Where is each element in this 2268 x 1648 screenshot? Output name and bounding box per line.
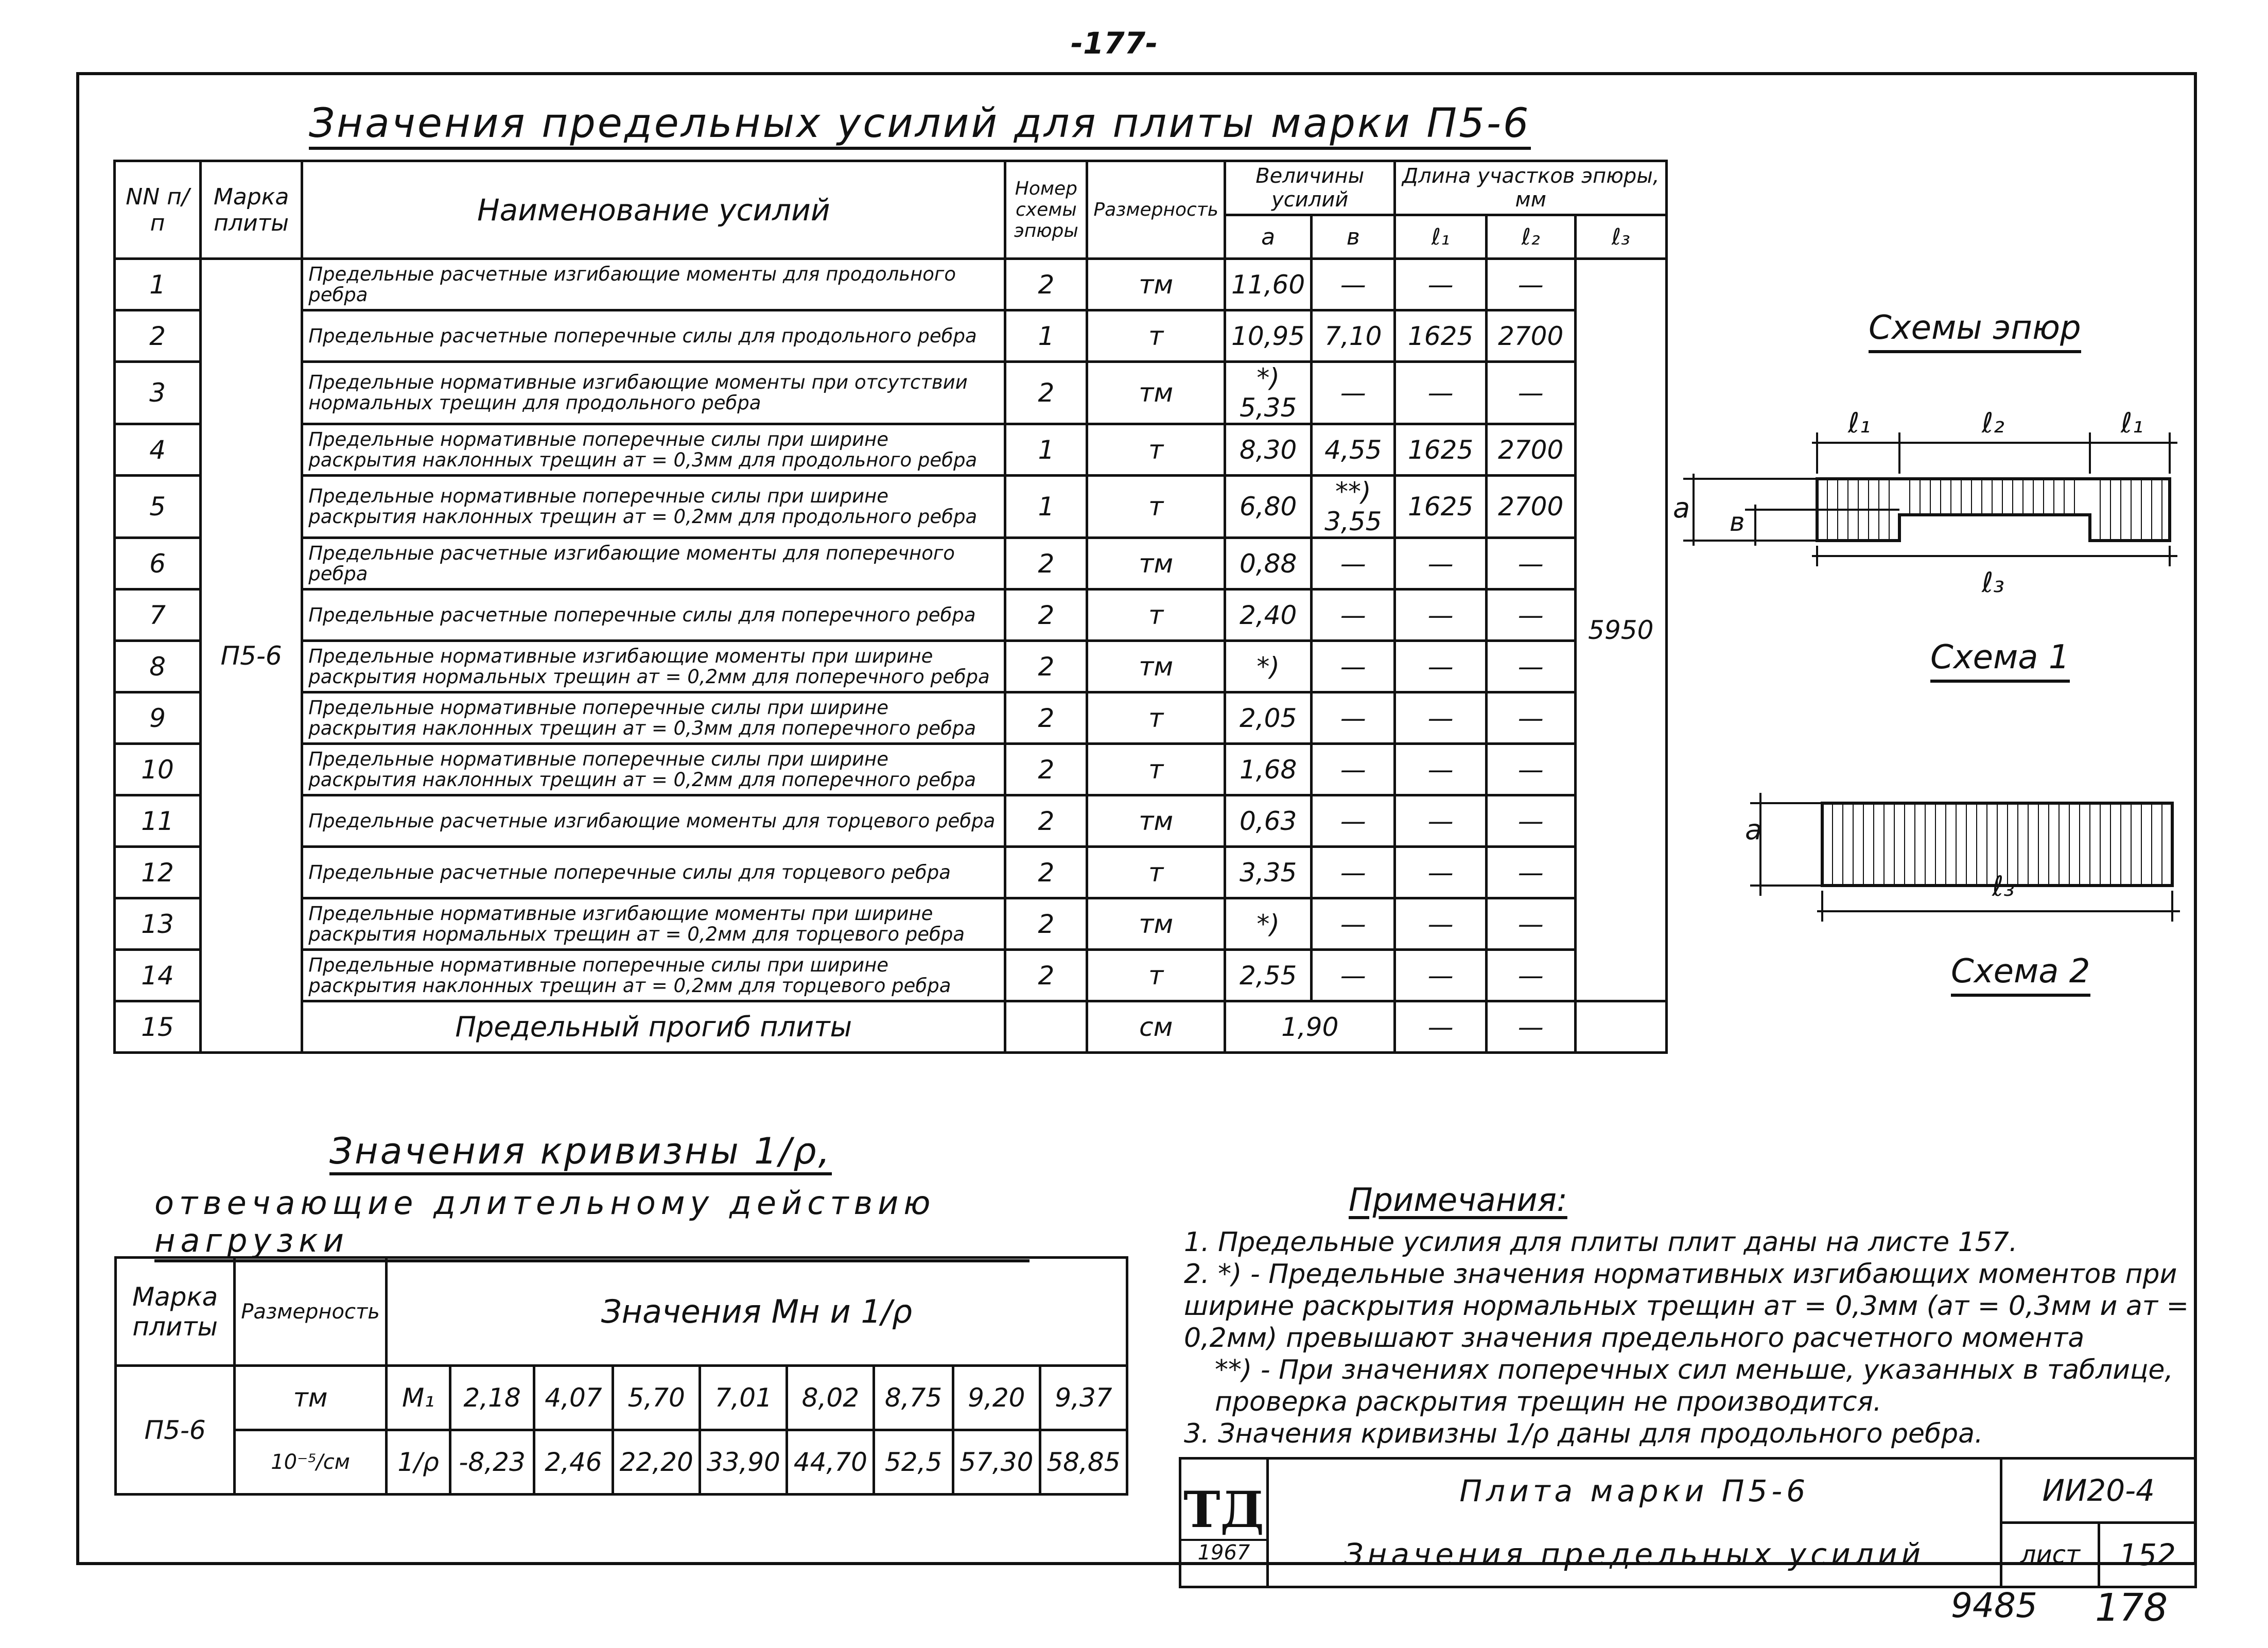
row-number: 13 (115, 898, 201, 950)
length-l1: — (1395, 795, 1486, 847)
value-a: 6,80 (1225, 476, 1312, 538)
stamp-logo: ТД (1181, 1481, 1266, 1541)
unit: т (1087, 424, 1225, 476)
value-b: 4,55 (1312, 424, 1395, 476)
length-l3: 5950 (1575, 259, 1666, 1001)
scheme-number: 2 (1005, 795, 1087, 847)
table-row (115, 589, 1667, 641)
curv-header-values: Значения Мн и 1/ρ (386, 1258, 1127, 1366)
value-a: 11,60 (1225, 259, 1312, 310)
notes-block (1184, 1181, 2193, 1450)
unit: тм (1087, 259, 1225, 310)
force-name: Предельные нормативные изгибающие моменты при ширине раскрытия нормальных трещин aт = 0,2мм для поперечного ребра (302, 641, 1005, 692)
table-row (115, 259, 1667, 310)
value-b: — (1312, 847, 1395, 898)
bottom-right-number: 178 (2095, 1586, 2168, 1630)
scheme-number: 2 (1005, 692, 1087, 744)
stamp-code: ИИ20-4 (2001, 1459, 2196, 1523)
table-row (115, 950, 1667, 1001)
header-name: Наименование усилий (302, 161, 1005, 259)
scheme-number: 2 (1005, 538, 1087, 589)
unit: тм (1087, 795, 1225, 847)
scheme-number: 2 (1005, 898, 1087, 950)
unit: тм (1087, 898, 1225, 950)
header-lengths-group: Длина участков эпюры, мм (1395, 161, 1667, 215)
header-scheme: Номер схемы эпюры (1005, 161, 1087, 259)
header-l2: ℓ₂ (1486, 215, 1575, 259)
length-l1: — (1395, 744, 1486, 795)
curv-m-value: 9,37 (1040, 1366, 1127, 1430)
table-row (115, 310, 1667, 362)
header-values-group: Величины усилий (1225, 161, 1395, 215)
curv-c-value: 58,85 (1040, 1430, 1127, 1495)
length-l1: 1625 (1395, 424, 1486, 476)
length-l1: — (1395, 589, 1486, 641)
unit: тм (1087, 641, 1225, 692)
header-a: а (1225, 215, 1312, 259)
scheme-number: 2 (1005, 744, 1087, 795)
header-l3: ℓ₃ (1575, 215, 1666, 259)
curv-c-value: 44,70 (787, 1430, 874, 1495)
scheme1-b: в (1730, 507, 1745, 537)
curv-m-value: 7,01 (700, 1366, 787, 1430)
stamp-line1: Плита марки П5-6 (1267, 1459, 2001, 1523)
unit: т (1087, 476, 1225, 538)
bottom-left-number: 9485 (1951, 1586, 2037, 1625)
length-l2: 2700 (1486, 310, 1575, 362)
curv-unit-c: 10⁻⁵/см (235, 1430, 387, 1495)
length-l1: — (1395, 641, 1486, 692)
main-title: Значения предельных усилий для плиты марки П5-6 (309, 100, 1531, 150)
length-l1: — (1395, 362, 1486, 424)
curv-m-value: 4,07 (534, 1366, 613, 1430)
stamp-sheet-label: лист (2001, 1523, 2099, 1587)
curv-c-value: 33,90 (700, 1430, 787, 1495)
scheme-2-diagram (1673, 783, 2188, 937)
notes-title: Примечания: (1349, 1181, 1567, 1219)
length-l2: — (1486, 847, 1575, 898)
value-b: — (1312, 589, 1395, 641)
scheme-number: 2 (1005, 641, 1087, 692)
force-name: Предельные нормативные поперечные силы при ширине раскрытия наклонных трещин aт = 0,2мм для продольного ребра (302, 476, 1005, 538)
scheme-number: 1 (1005, 310, 1087, 362)
stamp-sheet-num: 152 (2099, 1523, 2196, 1587)
length-l1: 1625 (1395, 476, 1486, 538)
title-block (1179, 1457, 2197, 1588)
table-row (115, 538, 1667, 589)
force-name: Предельные нормативные поперечные силы при ширине раскрытия наклонных трещин aт = 0,2мм для торцевого ребра (302, 950, 1005, 1001)
header-mark: Марка плиты (200, 161, 302, 259)
length-l1: — (1395, 847, 1486, 898)
table-row (115, 795, 1667, 847)
force-name: Предельные расчетные изгибающие моменты для торцевого ребра (302, 795, 1005, 847)
table-row (115, 898, 1667, 950)
length-l2: — (1486, 950, 1575, 1001)
scheme-number: 2 (1005, 950, 1087, 1001)
curvature-title-2: отвечающие длительному действию нагрузки (154, 1184, 1030, 1262)
value-a: 0,63 (1225, 795, 1312, 847)
unit: см (1087, 1001, 1225, 1053)
value-b: — (1312, 538, 1395, 589)
curv-mark: П5-6 (116, 1366, 235, 1495)
diagram-schemes (1673, 309, 2188, 1055)
stamp-logo-cell (1180, 1459, 1268, 1587)
plate-mark: П5-6 (200, 259, 302, 1053)
curv-unit-m: тм (235, 1366, 387, 1430)
table-row (115, 847, 1667, 898)
note-item: **) - При значениях поперечных сил меньше, указанных в таблице, проверка раскрытия трещин не производится. (1215, 1355, 2173, 1417)
scheme-number: 2 (1005, 259, 1087, 310)
scheme-number (1005, 1001, 1087, 1053)
curv-label-m: М₁ (386, 1366, 450, 1430)
scheme1-label: Схема 1 (1930, 638, 2070, 683)
value-a: 8,30 (1225, 424, 1312, 476)
header-unit: Размерность (1087, 161, 1225, 259)
row-number: 10 (115, 744, 201, 795)
scheme1-l1-left: ℓ₁ (1848, 407, 1871, 439)
row-number: 5 (115, 476, 201, 538)
value-b: — (1312, 744, 1395, 795)
value-b: **) 3,55 (1312, 476, 1395, 538)
value-a: 0,88 (1225, 538, 1312, 589)
length-l1: — (1395, 1001, 1486, 1053)
scheme-number: 1 (1005, 424, 1087, 476)
force-name: Предельные расчетные изгибающие моменты для продольного ребра (302, 259, 1005, 310)
value-b: — (1312, 795, 1395, 847)
length-l1: — (1395, 950, 1486, 1001)
length-l1: — (1395, 898, 1486, 950)
header-b: в (1312, 215, 1395, 259)
table-row (115, 362, 1667, 424)
curv-c-value: 2,46 (534, 1430, 613, 1495)
scheme-1-diagram (1673, 412, 2188, 628)
value-a: 2,05 (1225, 692, 1312, 744)
scheme2-a: а (1745, 813, 1763, 846)
value-a: 2,40 (1225, 589, 1312, 641)
value-b: — (1312, 950, 1395, 1001)
table-row (115, 424, 1667, 476)
value-b: — (1312, 259, 1395, 310)
curv-label-c: 1/ρ (386, 1430, 450, 1495)
length-l2: — (1486, 538, 1575, 589)
length-l1: 1625 (1395, 310, 1486, 362)
unit: т (1087, 310, 1225, 362)
page-number: -177- (1071, 26, 1158, 61)
header-l1: ℓ₁ (1395, 215, 1486, 259)
length-l2: — (1486, 362, 1575, 424)
curv-m-value: 8,02 (787, 1366, 874, 1430)
unit: тм (1087, 538, 1225, 589)
value-b: — (1312, 898, 1395, 950)
row-number: 12 (115, 847, 201, 898)
curv-m-value: 9,20 (953, 1366, 1040, 1430)
length-l2: — (1486, 795, 1575, 847)
curv-m-value: 5,70 (613, 1366, 700, 1430)
row-number: 14 (115, 950, 201, 1001)
scheme1-l1-right: ℓ₁ (2121, 407, 2143, 439)
table-row (115, 641, 1667, 692)
row-number: 8 (115, 641, 201, 692)
curvature-title-1: Значения кривизны 1/ρ, (329, 1130, 832, 1175)
row-number: 15 (115, 1001, 201, 1053)
force-name: Предельные нормативные поперечные силы при ширине раскрытия наклонных трещин aт = 0,3мм для продольного ребра (302, 424, 1005, 476)
value-b: — (1312, 362, 1395, 424)
length-l1: — (1395, 538, 1486, 589)
unit: тм (1087, 362, 1225, 424)
force-name: Предельные расчетные изгибающие моменты для поперечного ребра (302, 538, 1005, 589)
force-name: Предельные расчетные поперечные силы для торцевого ребра (302, 847, 1005, 898)
length-l2: 2700 (1486, 476, 1575, 538)
length-l1: — (1395, 259, 1486, 310)
stamp-line2: Значения предельных усилий (1267, 1523, 2001, 1587)
schemes-title: Схемы эпюр (1869, 309, 2081, 353)
scheme-number: 2 (1005, 589, 1087, 641)
note-item: 2. *) - Предельные значения нормативных изгибающих моментов при ширине раскрытия нормальных трещин aт = 0,3мм (aт = 0,3мм и aт = 0,2мм) превышают значения предельного расчетного момента (1184, 1259, 2189, 1354)
length-l2: 2700 (1486, 424, 1575, 476)
curv-m-value: 2,18 (450, 1366, 534, 1430)
value-a: 2,55 (1225, 950, 1312, 1001)
row-number: 2 (115, 310, 201, 362)
force-name: Предельные нормативные изгибающие моменты при отсутствии нормальных трещин для продольного ребра (302, 362, 1005, 424)
unit: т (1087, 847, 1225, 898)
value-a: 10,95 (1225, 310, 1312, 362)
value-a: 1,68 (1225, 744, 1312, 795)
unit: т (1087, 589, 1225, 641)
table-row (115, 1001, 1667, 1053)
curvature-table (114, 1256, 1128, 1496)
scheme-number: 1 (1005, 476, 1087, 538)
value-b: — (1312, 641, 1395, 692)
scheme-number: 2 (1005, 362, 1087, 424)
force-name: Предельные нормативные поперечные силы при ширине раскрытия наклонных трещин aт = 0,2мм для поперечного ребра (302, 744, 1005, 795)
value-a: *) (1225, 641, 1312, 692)
curv-m-value: 8,75 (874, 1366, 953, 1430)
row-number: 11 (115, 795, 201, 847)
length-l2: — (1486, 744, 1575, 795)
unit: т (1087, 950, 1225, 1001)
unit: т (1087, 744, 1225, 795)
force-name: Предельный прогиб плиты (302, 1001, 1005, 1053)
length-l2: — (1486, 1001, 1575, 1053)
length-l2: — (1486, 692, 1575, 744)
value-a: *) (1225, 898, 1312, 950)
row-number: 3 (115, 362, 201, 424)
note-item: 1. Предельные усилия для плиты плит даны на листе 157. (1184, 1227, 2018, 1258)
value-b: 7,10 (1312, 310, 1395, 362)
limit-forces-table (113, 160, 1668, 1054)
curv-c-value: 22,20 (613, 1430, 700, 1495)
length-l1: — (1395, 692, 1486, 744)
value-b: — (1312, 692, 1395, 744)
length-l2: — (1486, 641, 1575, 692)
curv-header-unit: Размерность (235, 1258, 387, 1366)
value-a: *) 5,35 (1225, 362, 1312, 424)
note-item: 3. Значения кривизны 1/ρ даны для продольного ребра. (1184, 1418, 1983, 1449)
length-l2: — (1486, 589, 1575, 641)
curv-c-value: 57,30 (953, 1430, 1040, 1495)
value-a: 1,90 (1225, 1001, 1395, 1053)
row-number: 9 (115, 692, 201, 744)
force-name: Предельные нормативные изгибающие моменты при ширине раскрытия нормальных трещин aт = 0,2мм для торцевого ребра (302, 898, 1005, 950)
scheme2-l3: ℓ₃ (1992, 870, 2015, 903)
scheme2-label: Схема 2 (1951, 952, 2090, 997)
curv-c-value: 52,5 (874, 1430, 953, 1495)
force-name: Предельные расчетные поперечные силы для поперечного ребра (302, 589, 1005, 641)
table-row (115, 692, 1667, 744)
scheme1-l3: ℓ₃ (1982, 566, 2004, 599)
row-number: 6 (115, 538, 201, 589)
curv-header-mark: Марка плиты (116, 1258, 235, 1366)
scheme1-l2: ℓ₂ (1982, 407, 2004, 439)
curv-c-value: -8,23 (450, 1430, 534, 1495)
length-l2: — (1486, 898, 1575, 950)
table-row (115, 476, 1667, 538)
row-number: 7 (115, 589, 201, 641)
row-number: 4 (115, 424, 201, 476)
header-num: NN п/п (115, 161, 201, 259)
length-l2: — (1486, 259, 1575, 310)
scheme-number: 2 (1005, 847, 1087, 898)
unit: т (1087, 692, 1225, 744)
table-row (115, 744, 1667, 795)
stamp-year: 1967 (1197, 1541, 1250, 1565)
row-number: 1 (115, 259, 201, 310)
force-name: Предельные нормативные поперечные силы при ширине раскрытия наклонных трещин aт = 0,3мм для поперечного ребра (302, 692, 1005, 744)
value-a: 3,35 (1225, 847, 1312, 898)
length-l3 (1575, 1001, 1666, 1053)
force-name: Предельные расчетные поперечные силы для продольного ребра (302, 310, 1005, 362)
scheme1-a: а (1673, 492, 1690, 524)
